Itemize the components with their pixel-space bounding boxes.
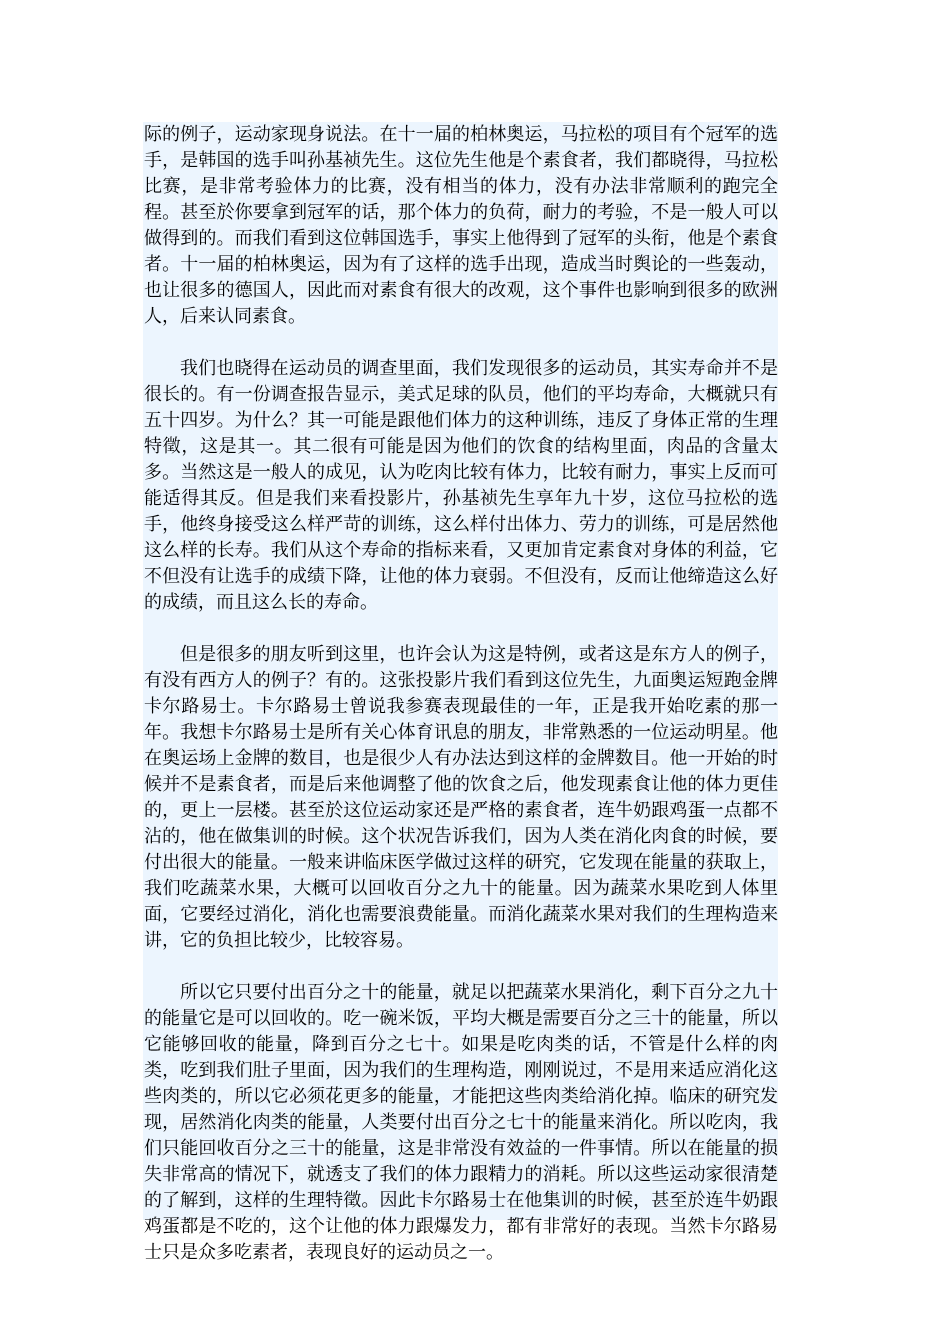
paragraph-gap <box>144 954 778 980</box>
paragraph-gap <box>144 330 778 356</box>
paragraph-3: 但是很多的朋友听到这里，也许会认为这是特例，或者这是东方人的例子，有没有西方人的例子？有的。这张投影片我们看到这位先生，九面奥运短跑金牌卡尔路易士。卡尔路易士曾说我参赛表现最佳的一年，正是我开始吃素的那一年。我想卡尔路易士是所有关心体育讯息的朋友，非常熟悉的一位运动明星。他在奥运场上金牌的数目，也是很少人有办法达到这样的金牌数目。他一开始的时候并不是素食者，而是后来他调整了他的饮食之后，他发现素食让他的体力更佳的，更上一层楼。甚至於这位运动家还是严格的素食者，连牛奶跟鸡蛋一点都不沾的，他在做集训的时候。这个状况告诉我们，因为人类在消化肉食的时候，要付出很大的能量。一般来讲临床医学做过这样的研究，它发现在能量的获取上，我们吃蔬菜水果，大概可以回收百分之九十的能量。因为蔬菜水果吃到人体里面，它要经过消化，消化也需要浪费能量。而消化蔬菜水果对我们的生理构造来讲，它的负担比较少，比较容易。 <box>144 644 778 951</box>
paragraph-4: 所以它只要付出百分之十的能量，就足以把蔬菜水果消化，剩下百分之九十的能量它是可以回收的。吃一碗米饭，平均大概是需要百分之三十的能量，所以它能够回收的能量，降到百分之七十。如果是吃肉类的话，不管是什么样的肉类，吃到我们肚子里面，因为我们的生理构造，刚刚说过，不是用来适应消化这些肉类的，所以它必须花更多的能量，才能把这些肉类给消化掉。临床的研究发现，居然消化肉类的能量，人类要付出百分之七十的能量来消化。所以吃肉，我们只能回收百分之三十的能量，这是非常没有效益的一件事情。所以在能量的损失非常高的情况下，就透支了我们的体力跟精力的消耗。所以这些运动家很清楚的了解到，这样的生理特徵。因此卡尔路易士在他集训的时候，甚至於连牛奶跟鸡蛋都是不吃的，这个让他的体力跟爆发力，都有非常好的表现。当然卡尔路易士只是众多吃素者，表现良好的运动员之一。 <box>144 982 778 1263</box>
paragraph-1: 际的例子，运动家现身说法。在十一届的柏林奥运，马拉松的项目有个冠军的选手，是韩国的选手叫孙基祯先生。这位先生他是个素食者，我们都晓得，马拉松比赛，是非常考验体力的比赛，没有相当的体力，没有办法非常顺利的跑完全程。甚至於你要拿到冠军的话，那个体力的负荷，耐力的考验，不是一般人可以做得到的。而我们看到这位韩国选手，事实上他得到了冠军的头衔，他是个素食者。十一届的柏林奥运，因为有了这样的选手出现，造成当时舆论的一些轰动，也让很多的德国人，因此而对素食有很大的改观，这个事件也影响到很多的欧洲人，后来认同素食。 <box>144 124 778 327</box>
document-body <box>143 122 778 1263</box>
paragraph-2: 我们也晓得在运动员的调查里面，我们发现很多的运动员，其实寿命并不是很长的。有一份调查报告显示，美式足球的队员，他们的平均寿命，大概就只有五十四岁。为什么？其一可能是跟他们体力的这种训练，违反了身体正常的生理特徵，这是其一。其二很有可能是因为他们的饮食的结构里面，肉品的含量太多。当然这是一般人的成见，认为吃肉比较有体力，比较有耐力，事实上反而可能适得其反。但是我们来看投影片，孙基祯先生享年九十岁，这位马拉松的选手，他终身接受这么样严苛的训练，这么样付出体力、劳力的训练，可是居然他这么样的长寿。我们从这个寿命的指标来看，又更加肯定素食对身体的利益，它不但没有让选手的成绩下降，让他的体力衰弱。不但没有，反而让他缔造这么好的成绩，而且这么长的寿命。 <box>144 358 778 613</box>
paragraph-gap <box>144 616 778 642</box>
